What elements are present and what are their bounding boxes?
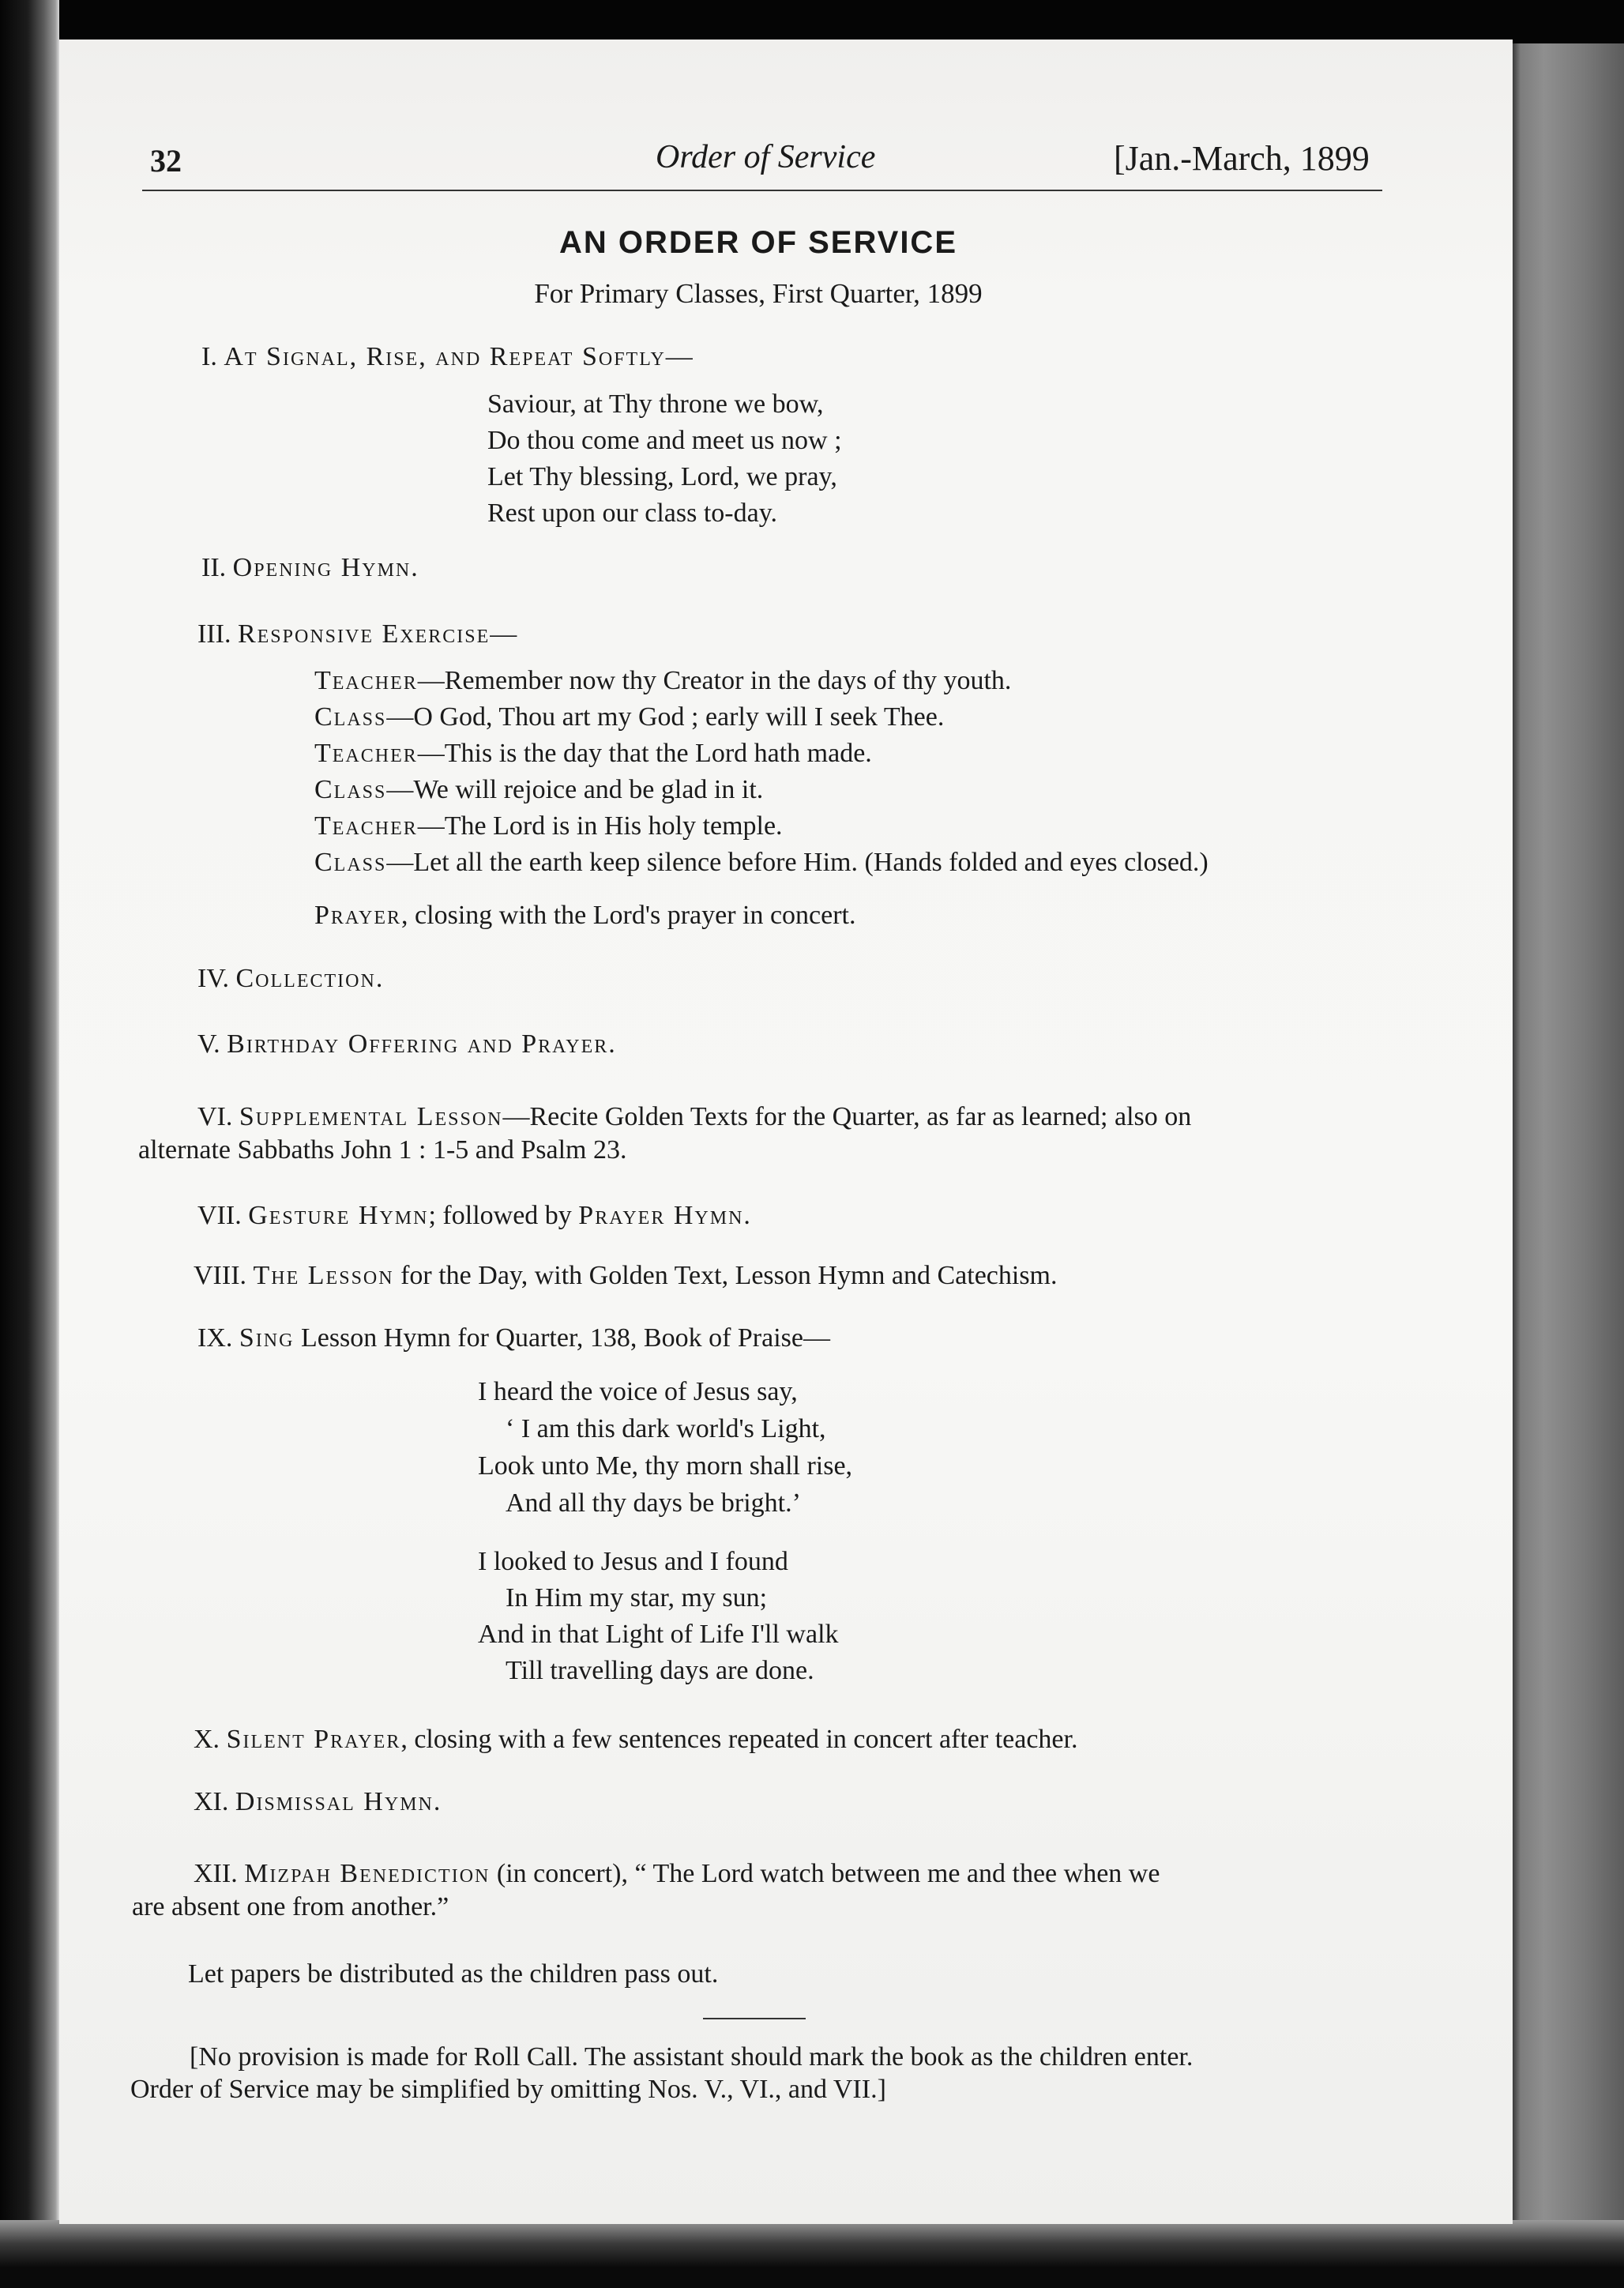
verse-line: In Him my star, my sun; [506, 1583, 768, 1613]
section-ii [201, 553, 419, 583]
section-number: II. [201, 553, 227, 582]
section-xii [194, 1859, 1160, 1889]
section-heading: Responsive Exercise— [237, 619, 519, 649]
closing-line: Let papers be distributed as the children pass out. [188, 1959, 719, 1989]
section-heading: Gesture Hymn [248, 1201, 429, 1230]
page-subtitle: For Primary Classes, First Quarter, 1899 [534, 278, 983, 309]
scan-border-left [0, 0, 59, 2288]
prayer-line [314, 901, 856, 931]
section-number: X. [194, 1725, 220, 1754]
section-heading: Silent Prayer [226, 1725, 401, 1754]
note-line-1: [No provision is made for Roll Call. The assistant should mark the book as the children enter. [190, 2042, 1194, 2072]
verse-line: And all thy days be bright.’ [506, 1488, 801, 1518]
section-v [197, 1029, 617, 1059]
section-iii [197, 619, 518, 649]
responsive-line [314, 848, 1209, 878]
section-heading: Dismissal Hymn. [235, 1787, 442, 1816]
section-number: V. [197, 1029, 220, 1059]
section-iv [197, 964, 384, 994]
verse-line: I heard the voice of Jesus say, [478, 1377, 798, 1406]
section-text: ; followed by [428, 1201, 579, 1230]
section-x [194, 1725, 1077, 1755]
verse-line: Look unto Me, thy morn shall rise, [478, 1451, 853, 1481]
verse-line: And in that Light of Life I'll walk [478, 1620, 839, 1649]
section-number: XI. [194, 1787, 229, 1816]
section-text: Lesson Hymn for Quarter, 138, Book of Praise— [294, 1323, 830, 1353]
speaker: Prayer [314, 901, 402, 930]
responsive-line [314, 775, 763, 805]
prayer-text: , closing with the Lord's prayer in concert. [401, 901, 856, 930]
section-number: IV. [197, 964, 229, 993]
speaker: Teacher [314, 739, 418, 768]
section-vii [197, 1201, 752, 1231]
speaker: Teacher [314, 666, 418, 695]
verse-line: Do thou come and meet us now ; [487, 426, 842, 455]
page-number: 32 [150, 143, 182, 179]
section-number: VI. [197, 1102, 233, 1131]
header-rule [142, 190, 1382, 191]
section-xii-continued: are absent one from another.” [132, 1892, 449, 1921]
section-heading: Collection. [235, 964, 385, 993]
section-number: I. [201, 342, 217, 371]
response-text: —We will rejoice and be glad in it. [386, 775, 764, 804]
page-title: AN ORDER OF SERVICE [559, 225, 957, 260]
speaker: Class [314, 848, 387, 877]
section-number: VII. [197, 1201, 242, 1230]
response-text: —This is the day that the Lord hath made. [417, 739, 872, 768]
section-heading: The Lesson [253, 1261, 394, 1290]
verse-line: Rest upon our class to-day. [487, 499, 778, 528]
response-text: —Remember now thy Creator in the days of thy youth. [417, 666, 1012, 695]
speaker: Class [314, 702, 387, 732]
response-text: —Let all the earth keep silence before Him. (Hands folded and eyes closed.) [386, 848, 1209, 877]
verse-line: I looked to Jesus and I found [478, 1547, 788, 1576]
section-xi [194, 1787, 442, 1817]
speaker: Teacher [314, 811, 418, 841]
running-title: Order of Service [656, 139, 876, 175]
section-heading: Opening Hymn. [232, 553, 419, 582]
section-text: —Recite Golden Texts for the Quarter, as far as learned; also on [502, 1102, 1192, 1131]
verse-line: Saviour, at Thy throne we bow, [487, 389, 824, 419]
section-i [201, 342, 694, 372]
section-number: III. [197, 619, 231, 649]
section-text: for the Day, with Golden Text, Lesson Hymn and Catechism. [393, 1261, 1058, 1290]
verse-line: Let Thy blessing, Lord, we pray, [487, 462, 837, 491]
section-number: VIII. [194, 1261, 247, 1290]
scan-border-bottom [0, 2220, 1624, 2288]
response-text: —O God, Thou art my God ; early will I seek Thee. [386, 702, 945, 732]
section-heading-2: Prayer Hymn. [578, 1201, 752, 1230]
verse-line: Till travelling days are done. [506, 1656, 814, 1685]
section-viii [194, 1261, 1058, 1291]
section-heading: At Signal, Rise, and Repeat Softly— [224, 342, 694, 371]
section-heading: Mizpah Benediction [244, 1859, 491, 1888]
section-heading: Supplemental Lesson [239, 1102, 503, 1131]
response-text: —The Lord is in His holy temple. [417, 811, 783, 841]
section-ix [197, 1323, 830, 1353]
scan-border-right [1513, 43, 1624, 2224]
note-divider [703, 2018, 806, 2019]
responsive-line [314, 811, 783, 841]
section-number: IX. [197, 1323, 233, 1353]
section-vi [197, 1102, 1191, 1132]
responsive-line [314, 666, 1011, 696]
speaker: Class [314, 775, 387, 804]
section-text: , closing with a few sentences repeated in concert after teacher. [400, 1725, 1078, 1754]
note-line-2: Order of Service may be simplified by omitting Nos. V., VI., and VII.] [130, 2075, 886, 2104]
section-vi-continued: alternate Sabbaths John 1 : 1-5 and Psalm 23. [138, 1135, 627, 1165]
header-date: [Jan.-March, 1899 [1114, 139, 1370, 178]
section-number: XII. [194, 1859, 238, 1888]
section-text: (in concert), “ The Lord watch between me and thee when we [490, 1859, 1160, 1888]
responsive-line [314, 739, 872, 769]
scan-border-top [0, 0, 1624, 43]
verse-line: ‘ I am this dark world's Light, [506, 1414, 826, 1443]
responsive-line [314, 702, 944, 732]
section-heading: Sing [239, 1323, 295, 1353]
section-heading: Birthday Offering and Prayer. [227, 1029, 617, 1059]
